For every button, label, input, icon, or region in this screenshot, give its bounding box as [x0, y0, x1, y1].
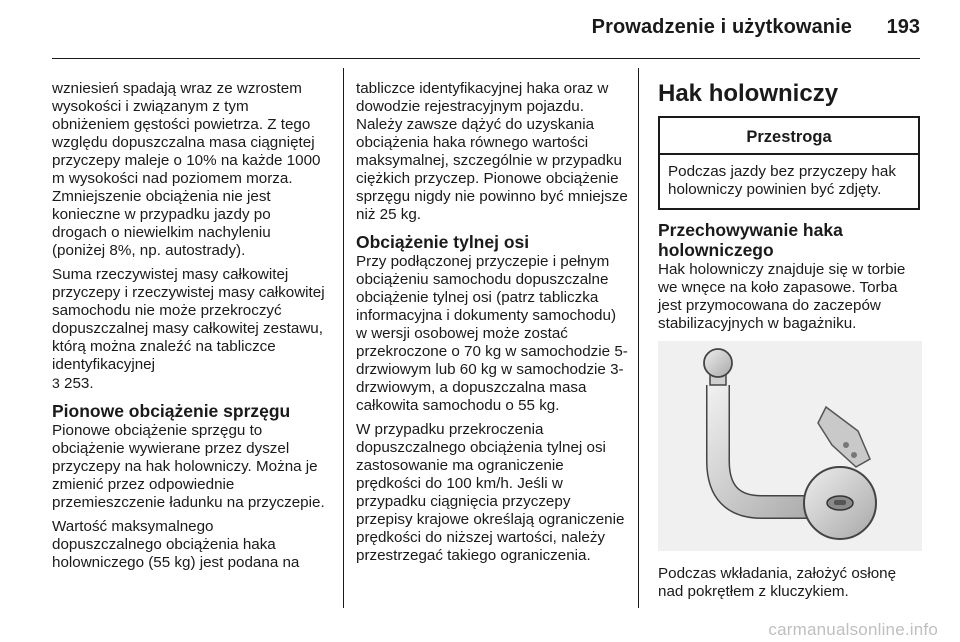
paragraph: Pionowe obciążenie sprzęgu to obciążenie wywierane przez dyszel przyczepy na hak holowniczy. Można je zmienić przez odpowiednie przemieszczenie ładunku na przyczepie. [52, 422, 325, 511]
paragraph-text: Suma rzeczywistej masy całkowitej przyczepy i rzeczywistej masy całkowitej samochodu nie może przekroczyć dopuszczalnej masy całkowitej zestawu, którą można znaleźć na tabliczce identyfikacyjnej [52, 266, 325, 373]
paragraph: Hak holowniczy znajduje się w torbie we wnęce na koło zapasowe. Torba jest przymocowana do zaczepów stabilizacyjnych w bagażniku. [658, 261, 906, 332]
page-header [0, 0, 960, 62]
page-number: 193 [886, 16, 920, 38]
reference-arrow-icon: 3 [52, 375, 60, 391]
column-1 [52, 80, 327, 578]
header-title: Prowadzenie i użytkowanie [591, 16, 852, 38]
column-divider-2 [638, 68, 639, 608]
section-heading-rear-axle-load: Obciążenie tylnej osi [356, 232, 530, 252]
page-reference-link[interactable]: 253. [64, 375, 94, 392]
section-title-tow-hitch: Hak holowniczy [658, 80, 839, 107]
column-2 [356, 80, 629, 571]
column-divider-1 [343, 68, 344, 608]
column-3 [658, 80, 924, 607]
tow-hitch-illustration [658, 341, 922, 551]
header-rule [52, 58, 920, 59]
caution-title: Przestroga [660, 118, 918, 155]
paragraph [52, 266, 327, 393]
paragraph: tabliczce identyfikacyjnej haka oraz w dowodzie rejestracyjnym pojazdu. Należy zawsze dążyć do uzyskania obciążenia haka równego wartości maksymalnej, szczególnie w przypadku ciężkich przyczep. Pionowe obciążenie sprzęgu nigdy nie powinno być mniejsze niż 25 kg. [356, 80, 628, 223]
section-heading-storage: Przechowywanie haka holowniczego [658, 220, 843, 260]
paragraph: Wartość maksymalnego dopuszczalnego obciążenia haka holowniczego (55 kg) jest podana na [52, 518, 300, 571]
section-heading-coupling-load: Pionowe obciążenie sprzęgu [52, 401, 291, 421]
caution-box [658, 116, 920, 210]
tow-hitch-icon [658, 341, 922, 551]
paragraph: Przy podłączonej przyczepie i pełnym obciążeniu samochodu dopuszczalne obciążenie tylnej osi (patrz tabliczka informacyjna i dokumenty samochodu) w wersji osobowej może zostać przekroczone o 70 kg w samochodzie 5-drzwiowym lub 60 kg w samochodzie 3-drzwiowym, a dopuszczalna masa całkowita samochodu o 55 kg. [356, 253, 628, 414]
paragraph: W przypadku przekroczenia dopuszczalnego obciążenia tylnej osi zastosowanie ma ograniczenie prędkości do 100 km/h. Jeśli w przypadku ciągnięcia przyczepy przepisy krajowe określają ograniczenie prędkości do niższej wartości, należy przestrzegać takiego ograniczenia. [356, 421, 625, 564]
watermark: carmanualsonline.info [768, 620, 938, 639]
paragraph: wzniesień spadają wraz ze wzrostem wysokości i związanym z tym obniżeniem gęstości powietrza. Z tego względu dopuszczalna masa ciągniętej przyczepy maleje o 10% na każde 1000 m wysokości nad poziomem morza. Zmniejszenie obciążenia nie jest konieczne w przypadku jazdy po drogach o niewielkim nachyleniu (poniżej 8%, np. autostrady). [52, 80, 321, 259]
caution-text: Podczas jazdy bez przyczepy hak holowniczy powinien być zdjęty. [668, 163, 896, 198]
paragraph: Podczas wkładania, założyć osłonę nad pokrętłem z kluczykiem. [658, 565, 897, 600]
